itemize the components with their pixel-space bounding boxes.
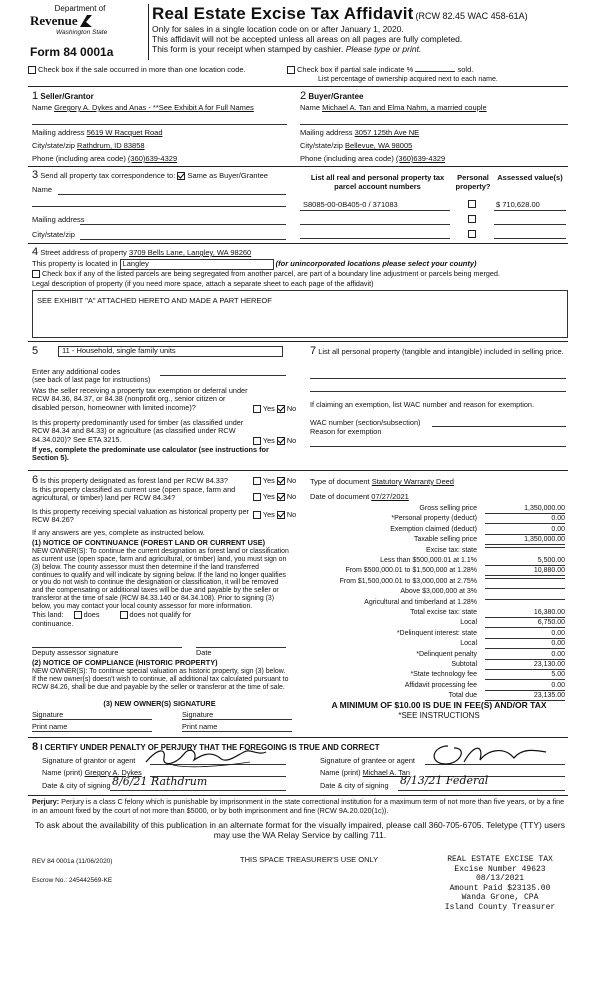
notice-continuance-body: NEW OWNER(S): To continue the current designation as forest land or classification as current use (open space, farm and agricultural, or timber) land, you must sign on (3) below. The county assessor must then determine if the land transferred continues to qualify and will indicate by signing below. If the land no longer qualifies or you do not wish to continue the designation or classification, it will be removed and the compensating or additional taxes will be due and payable by the seller or transferor at the time of sale (RCW 84.33.140 or 84.34.108). Prior to signing (3) below, you may contact your local county assessor for more information. — [32, 548, 289, 611]
tax-row-value[interactable]: 16,380.00 — [485, 609, 565, 618]
partial-sale-checkbox[interactable] — [287, 66, 295, 74]
tax-row-label: From $500,000.01 to $1,500,000 at 1.28% — [345, 567, 477, 575]
buyer-section-number: 2 — [300, 90, 307, 102]
tax-row — [310, 640, 565, 651]
sec6-q2-yes-checkbox[interactable] — [253, 493, 261, 501]
sec6-number: 6 — [32, 474, 39, 486]
stamp-line: REAL ESTATE EXCISE TAX — [447, 855, 553, 864]
personal-property-line-2[interactable] — [310, 391, 566, 392]
exemption-label: If claiming an exemption, list WAC number and reason for exemption. — [310, 400, 535, 409]
tax-row — [310, 682, 565, 693]
owner2-signature-label: Signature — [182, 710, 214, 719]
sec5-q1-yes-label: Yes — [262, 404, 275, 413]
tax-row — [310, 671, 565, 682]
sec8-number: 8 — [32, 741, 39, 753]
rcw-ref: (RCW 82.45 WAC 458-61A) — [415, 11, 528, 21]
sec6-q3-no-checkbox[interactable] — [277, 511, 285, 519]
sec7-text: List all personal property (tangible and intangible) included in selling price. — [318, 347, 564, 356]
legal-description-box[interactable] — [32, 290, 568, 338]
doc-type-value[interactable]: Statutory Warranty Deed — [371, 477, 454, 486]
sec6-q1-no-label: No — [286, 476, 297, 485]
doc-type-label: Type of document — [310, 477, 370, 486]
stamp-line: Wanda Grone, CPA — [461, 893, 539, 903]
sec6-q1-no-checkbox[interactable] — [277, 477, 285, 485]
does-label: does — [83, 610, 100, 619]
tax-row-value[interactable]: 0.00 — [485, 682, 565, 691]
sold-label: sold. — [457, 65, 474, 74]
tax-row-label: Total due — [448, 692, 477, 700]
tax-row-value[interactable] — [485, 588, 565, 589]
header-note-2: This affidavit will not be accepted unless all areas on all pages are fully completed. — [152, 33, 463, 44]
sec4-number: 4 — [32, 246, 39, 258]
tax-row — [310, 567, 565, 578]
sec3-city-line[interactable] — [80, 239, 286, 240]
notice-continuance-heading: (1) NOTICE OF CONTINUANCE (FOREST LAND OR CURRENT USE) — [32, 538, 266, 547]
sec5-q2: Is this property predominantly used for timber (as classified under RCW 84.34 and 84.33) or agriculture (as classified under RCW 84.34.020)? See ETA 3215. — [32, 418, 244, 444]
section-divider-8 — [28, 737, 568, 738]
buyer-heading: Buyer/Grantee — [308, 92, 364, 101]
tax-row-label: Local — [460, 619, 477, 627]
tax-row-label: Subtotal — [451, 661, 477, 668]
sec5-q2-no-checkbox[interactable] — [277, 437, 285, 445]
doc-date-label: Date of document — [310, 492, 370, 501]
tax-row-label: Excise tax: state — [426, 546, 477, 554]
sec6-q2-no-checkbox[interactable] — [277, 493, 285, 501]
assessed-line-2 — [494, 224, 566, 225]
location-select[interactable]: Langley — [120, 259, 274, 270]
reason-field[interactable] — [310, 446, 566, 447]
header-note-1: Only for sales in a single location code on or after January 1, 2020. — [152, 24, 404, 34]
minimum-fee-notice: A MINIMUM OF $10.00 IS DUE IN FEE(S) AND/OR TAX — [331, 700, 547, 710]
located-note: (for unincorporated locations please select your county) — [275, 259, 477, 268]
tax-row-value[interactable]: 0.00 — [485, 640, 565, 649]
sec5-q1-no-checkbox[interactable] — [277, 405, 285, 413]
tax-row — [310, 599, 565, 610]
tax-row-label: Exemption claimed (deduct) — [390, 525, 477, 533]
buyer-city-value[interactable]: Bellevue, WA 98005 — [345, 141, 413, 150]
buyer-phone-label: Phone (including area code) — [300, 154, 394, 163]
grantee-name-label: Name (print) — [320, 768, 361, 777]
grantee-date-value[interactable]: 8/13/21 Federal — [400, 774, 489, 787]
seller-phone-label: Phone (including area code) — [32, 154, 126, 163]
header-note-3: This form is your receipt when stamped by cashier. — [152, 43, 344, 54]
does-not-qualify-checkbox[interactable] — [120, 611, 128, 619]
tax-row — [310, 515, 565, 526]
section-divider-3 — [28, 166, 568, 167]
grantee-signature-label: Signature of grantee or agent — [320, 756, 415, 765]
sec3-number: 3 — [32, 169, 39, 181]
assessed-line-3 — [494, 238, 566, 239]
legal-description-text: SEE EXHIBIT "A" ATTACHED HERETO AND MADE A PART HEREOF — [37, 296, 272, 305]
sec6-q1-yes-checkbox[interactable] — [253, 477, 261, 485]
sec7-number: 7 — [310, 345, 317, 357]
stamp-line: 08/13/2021 — [475, 874, 524, 884]
sec6-q2-no-label: No — [286, 492, 297, 501]
tax-row — [310, 547, 565, 558]
sec6-q3-no-label: No — [286, 510, 297, 519]
grantee-signature-image — [418, 740, 558, 770]
tax-row-label: *Delinquent interest: state — [396, 629, 477, 637]
seller-city-value[interactable]: Rathdrum, ID 83858 — [77, 141, 145, 150]
sec5-q2-yes-checkbox[interactable] — [253, 437, 261, 445]
sec6-ifany: If any answers are yes, complete as instructed below. — [32, 528, 205, 537]
assessed-line-1 — [494, 210, 566, 211]
tax-row-value[interactable]: 5.00 — [485, 671, 565, 680]
section-divider-1 — [28, 86, 568, 87]
tax-row — [310, 526, 565, 537]
does-not-label: does not qualify for — [129, 610, 192, 619]
form-number: Form 84 0001a — [30, 45, 114, 59]
perjury-heading: Perjury: — [32, 797, 60, 806]
stamp-line: Island County Treasurer — [444, 902, 556, 912]
owner1-print-label: Print name — [32, 722, 68, 731]
continuance-label: continuance. — [32, 619, 74, 628]
tax-row-value[interactable]: 6,750.00 — [485, 619, 565, 628]
tax-row — [310, 578, 565, 589]
seller-phone-value[interactable]: (360)639-4329 — [127, 154, 178, 163]
codes-note: (see back of last page for instructions) — [32, 377, 151, 384]
buyer-mail-value[interactable]: 3057 125th Ave NE — [354, 128, 420, 137]
buyer-mail-label: Mailing address — [300, 128, 353, 137]
street-value[interactable]: 3709 Bells Lane, Langley, WA 98260 — [129, 248, 252, 257]
sec3-text: Send all property tax correspondence to: — [40, 171, 176, 180]
tax-row — [310, 536, 565, 547]
partial-percent-field[interactable] — [415, 71, 455, 72]
grantee-name-value[interactable]: Michael A. Tan — [362, 768, 410, 777]
perjury-text: Perjury is a class C felony which is punishable by imprisonment in the state correctional institution for a maximum term of not more than five years, or by a fine in an amount fixed by the court of not more than $5000, or by both imprisonment and fine (RCW 9A.20.020(1c)). — [32, 797, 565, 815]
use-code-select[interactable]: 11 - Household, single family units — [58, 346, 283, 357]
assessed-col-header: Assessed value(s) — [497, 173, 563, 182]
sec3-name-line[interactable] — [58, 194, 286, 195]
wa-logo-icon — [78, 13, 94, 29]
buyer-name-line — [300, 124, 568, 125]
personal-property-line-1[interactable] — [310, 378, 566, 379]
tax-row-value[interactable]: 5,500.00 — [485, 557, 565, 566]
buyer-name-label: Name — [300, 103, 321, 112]
tax-row-value[interactable]: 0.00 — [485, 651, 565, 660]
grantee-date-line — [398, 790, 565, 791]
tax-row-value[interactable]: 0.00 — [485, 630, 565, 639]
header-divider — [148, 4, 149, 60]
sec6-q1: Is this property designated as forest land per RCW 84.33? — [40, 476, 228, 485]
seller-name-label: Name — [32, 103, 53, 112]
tax-row-value[interactable]: 1,350,000.00 — [485, 505, 565, 514]
certify-text: I CERTIFY UNDER PENALTY OF PERJURY THAT THE FOREGOING IS TRUE AND CORRECT — [40, 743, 380, 752]
tax-row-value[interactable] — [485, 578, 565, 579]
dor-logo — [30, 4, 140, 37]
located-label: This property is located in — [32, 259, 118, 268]
tax-row-label: *Personal property (deduct) — [391, 515, 477, 523]
multi-location-checkbox[interactable] — [28, 66, 36, 74]
segregated-checkbox[interactable] — [32, 270, 40, 278]
new-owner-signature-heading: (3) NEW OWNER(S) SIGNATURE — [103, 699, 216, 708]
wac-field[interactable] — [432, 426, 566, 427]
tax-row — [310, 661, 565, 672]
tax-row — [310, 557, 565, 568]
buyer-city-label: City/state/zip — [300, 141, 343, 150]
owner2-print-label: Print name — [182, 722, 218, 731]
sec5-q1-no-label: No — [286, 404, 297, 413]
sec3-mail-label: Mailing address — [32, 215, 85, 224]
treasurer-only: THIS SPACE TREASURER'S USE ONLY — [240, 855, 379, 864]
tax-row — [310, 619, 565, 630]
street-label: Street address of property — [40, 248, 127, 257]
personal-property-checkbox-2[interactable] — [468, 215, 476, 223]
same-as-buyer-checkbox[interactable] — [177, 172, 185, 180]
doc-date-value[interactable]: 07/27/2021 — [371, 492, 409, 501]
sec6-q3-yes-checkbox[interactable] — [253, 511, 261, 519]
rev-number: REV 84 0001a (11/06/2020) — [32, 858, 113, 865]
sec6-q2-yes-label: Yes — [262, 492, 275, 501]
tax-row-label: Gross selling price — [419, 505, 477, 512]
tax-row — [310, 505, 565, 516]
legal-label: Legal description of property (if you need more space, attach a separate sheet to each page of the affidavit) — [32, 279, 374, 288]
multi-location-label: Check box if the sale occurred in more than one location code. — [38, 65, 246, 74]
treasurer-stamp — [420, 855, 580, 913]
tax-row — [310, 588, 565, 599]
perjury-divider — [28, 795, 568, 796]
partial-note: List percentage of ownership acquired next to each name. — [318, 76, 498, 83]
parcel-line-1 — [300, 210, 450, 211]
tax-row-label: *Delinquent penalty — [416, 650, 477, 658]
parcel-col-header: List all real and personal property tax parcel account numbers — [310, 173, 445, 191]
tax-row-value[interactable]: 10,880.00 — [485, 567, 565, 576]
tax-row-value[interactable]: 0.00 — [485, 515, 565, 524]
buyer-name-value[interactable]: Michael A. Tan and Elma Nahm, a married couple — [322, 103, 487, 112]
sec5-q2-no-label: No — [286, 436, 297, 445]
escrow-number: Escrow No.: 245442569-KE — [32, 877, 113, 884]
tax-row-value[interactable]: 1,350,000.00 — [485, 536, 565, 545]
assessed-value[interactable]: $ 710,628.00 — [496, 200, 540, 209]
tax-row — [310, 651, 565, 662]
sec5-number: 5 — [32, 345, 39, 357]
state-text: Washington State — [56, 29, 108, 37]
tax-row-label: Local — [460, 640, 477, 648]
seller-name-line — [32, 124, 287, 125]
grantor-name-value[interactable]: Gregory A. Dykes — [84, 768, 142, 777]
parcel-number[interactable]: S8085-00-0B405-0 / 371083 — [303, 200, 398, 209]
notice-compliance-heading: (2) NOTICE OF COMPLIANCE (HISTORIC PROPERTY) — [32, 658, 218, 667]
segregated-label: Check box if any of the listed parcels are being segregated from another parcel, are part of a boundary line adjustment or parcels being merged. — [42, 269, 500, 278]
deputy-date-label: Date — [196, 648, 212, 657]
tax-row-label: From $1,500,000.01 to $3,000,000 at 2.75% — [339, 577, 477, 585]
stamp-line: Excise Number 49623 — [454, 864, 546, 874]
section-divider-4 — [28, 243, 568, 244]
grantor-signature-label: Signature of grantor or agent — [42, 756, 136, 765]
sec6-q3-yes-label: Yes — [262, 510, 275, 519]
sec6-q2: Is this property classified as current use (open space, farm and agricultural, or timber) land per RCW 84.34? — [32, 485, 236, 503]
grantee-date-label: Date & city of signing — [320, 781, 389, 790]
personal-col-header: Personal property? — [455, 173, 491, 191]
tax-row-label: Agricultural and timberland at 1.28% — [364, 598, 477, 606]
sec3-city-label: City/state/zip — [32, 230, 75, 239]
grantor-date-label: Date & city of signing — [42, 781, 111, 790]
parcel-line-3 — [300, 238, 450, 239]
section-divider-6 — [28, 470, 568, 471]
notice-compliance-body: NEW OWNER(S): To continue special valuation as historic property, sign (3) below. If the new owner(s) doesn't wish to continue, all additional tax calculated pursuant to RCW 84.26, shall be due and payable by the seller or transferor at the time of sale. — [32, 668, 289, 691]
sec3-mail-line[interactable] — [80, 224, 286, 225]
tax-row-label: Above $3,000,000 at 3% — [400, 588, 477, 596]
grantor-date-line — [110, 790, 286, 791]
tax-row-label: Affidavit processing fee — [404, 681, 477, 689]
alt-format-notice: To ask about the availability of this publication in an alternate format for the visually impaired, please call 360-705-6705. Teletype (TTY) users may use the WA Relay Service by calling 711. — [35, 820, 565, 841]
seller-city-label: City/state/zip — [32, 141, 75, 150]
wac-label: WAC number (section/subsection) — [310, 418, 421, 427]
tax-row-label: *State technology fee — [410, 671, 477, 679]
header-note-3b: Please type or print. — [345, 43, 422, 54]
tax-row — [310, 609, 565, 620]
tax-row-value[interactable]: 0.00 — [485, 526, 565, 535]
seller-heading: Seller/Grantor — [40, 92, 94, 101]
this-land-label: This land: — [32, 610, 64, 619]
parcel-line-2 — [300, 224, 450, 225]
dept-text: Department of — [54, 4, 106, 13]
seller-mail-label: Mailing address — [32, 128, 85, 137]
tax-row-value[interactable] — [485, 599, 565, 600]
tax-row-value[interactable] — [485, 547, 565, 548]
see-instructions: *SEE INSTRUCTIONS — [398, 711, 480, 720]
sec6-q1-yes-label: Yes — [262, 476, 275, 485]
section-divider-5 — [28, 341, 568, 342]
revenue-text: Revenue — [30, 12, 78, 28]
form-title: Real Estate Excise Tax Affidavit — [152, 4, 414, 23]
sec5-q1-yes-checkbox[interactable] — [253, 405, 261, 413]
sec3-name-line-2 — [32, 206, 286, 207]
buyer-phone-value[interactable]: (360)639-4329 — [395, 154, 446, 163]
sec6-q3: Is this property receiving special valuation as historical property per RCW 84.26? — [32, 507, 249, 525]
reason-label: Reason for exemption — [310, 427, 382, 436]
does-qualify-checkbox[interactable] — [74, 611, 82, 619]
tax-row-label: Less than $500,000.01 at 1.1% — [380, 557, 477, 564]
partial-sale-label: Check box if partial sale indicate % — [297, 65, 414, 74]
deputy-label: Deputy assessor signature — [32, 648, 119, 657]
seller-section-number: 1 — [32, 90, 39, 102]
seller-mail-value[interactable]: 5619 W Racquet Road — [86, 128, 163, 137]
tax-row-value[interactable]: 23,130.00 — [485, 661, 565, 670]
tax-row — [310, 630, 565, 641]
sec5-ifyes: If yes, complete the predominate use calculator (see instructions for Section 5). — [32, 445, 269, 463]
tax-row-label: Total excise tax: state — [410, 609, 477, 616]
same-as-buyer-label: Same as Buyer/Grantee — [187, 171, 268, 180]
sec3-name-label: Name — [32, 185, 53, 194]
codes-field[interactable] — [160, 375, 286, 376]
grantor-date-value[interactable]: 8/6/21 Rathdrum — [112, 775, 208, 788]
tax-row-value[interactable]: 23,135.00 — [485, 692, 565, 701]
stamp-line: Amount Paid $23135.00 — [449, 883, 551, 893]
personal-property-checkbox-1[interactable] — [468, 200, 476, 208]
sec5-q2-yes-label: Yes — [262, 436, 275, 445]
grantor-signature-image — [140, 744, 280, 770]
tax-row-label: Taxable selling price — [413, 536, 477, 544]
seller-name-value[interactable]: Gregory A. Dykes and Anas - **See Exhibit A for Full Names — [54, 103, 254, 112]
sec5-q1: Was the seller receiving a property tax exemption or deferral under RCW 84.36, 84.37, or 84.38 (nonprofit org., senior citizen or disabled person, homeowner with limited income)? — [32, 386, 248, 412]
personal-property-checkbox-3[interactable] — [468, 230, 476, 238]
codes-label: Enter any additional codes — [32, 367, 121, 376]
owner1-signature-label: Signature — [32, 710, 64, 719]
grantor-name-label: Name (print) — [42, 768, 83, 777]
